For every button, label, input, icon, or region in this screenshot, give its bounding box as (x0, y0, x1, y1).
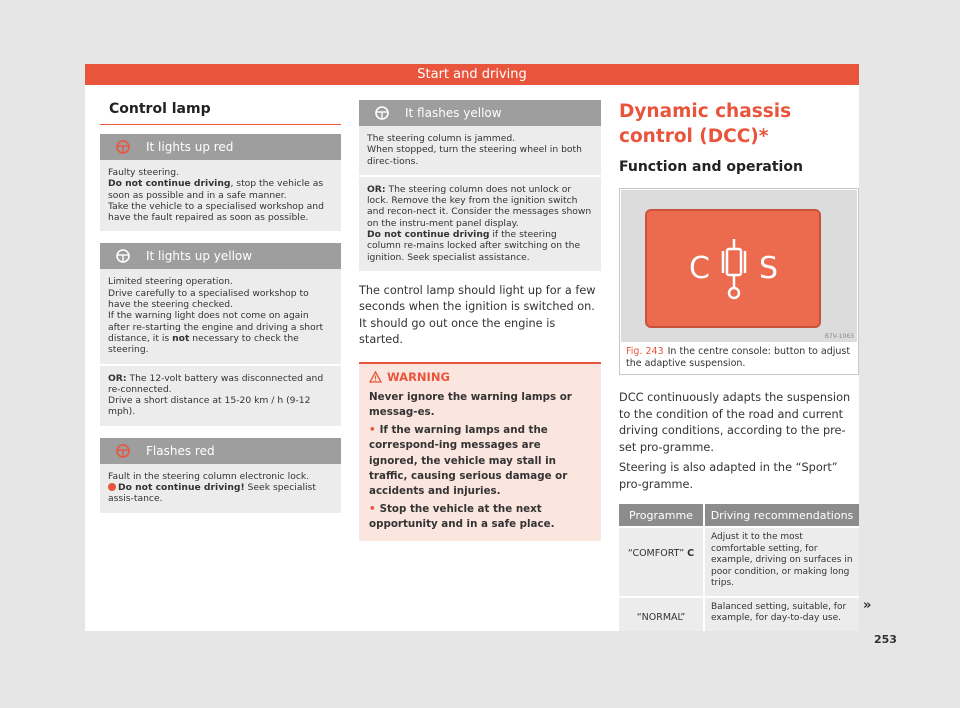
programme-name: “COMFORT” (627, 548, 685, 559)
text-line: The steering column is jammed. (367, 133, 516, 144)
button-letter: S (759, 251, 779, 286)
bold-text: Do not continue driving (367, 229, 490, 241)
warning-triangle-icon (369, 371, 382, 383)
caption-text: In the centre console: button to adjust the adaptive suspension. (626, 346, 851, 369)
body-paragraph: DCC continuously adapts the suspension to the condition of the road and current driving conditions, according to the pre-set pro-gramme. (619, 391, 851, 454)
table-header: Programme (619, 504, 704, 527)
programme-table (619, 504, 859, 631)
page-gutter (859, 64, 909, 77)
text-line (367, 184, 593, 229)
text: The steering column does not unlock or lock. Remove the key from the ignition switch and recon-nect it. Consider the messages shown on the instru-ment panel display. (367, 183, 592, 229)
figure (619, 188, 859, 375)
chapter-title: Dynamic chassis control (DCC)* (619, 101, 792, 147)
steering-wheel-icon (100, 249, 146, 263)
shock-absorber-icon (719, 237, 749, 303)
text-line: Faulty steering. (108, 167, 180, 178)
text: necessary to check the steering. (108, 332, 299, 356)
lamp-description (100, 269, 341, 363)
page-gutter-side (859, 77, 909, 631)
figure-image (621, 190, 857, 342)
programme-name: “NORMAL” (636, 611, 686, 623)
text-line: Drive carefully to a specialised workshop to have the steering checked. (108, 287, 309, 311)
lamp-description (100, 464, 341, 513)
bold-text: OR: (367, 183, 386, 195)
text-line: When stopped, turn the steering wheel in both direc-tions. (367, 144, 582, 167)
warning-item-text: Stop the vehicle at the next opportunity and in a safe place. (369, 502, 555, 531)
page-number: 253 (874, 633, 897, 646)
table-cell (619, 527, 704, 597)
programme-symbol: C (687, 548, 695, 559)
steering-wheel-icon (100, 444, 146, 458)
column-right (619, 95, 859, 631)
text: If the warning light does not come on again after re-starting the engine and driving a short distance, it is (108, 310, 324, 344)
section-subtitle: Function and operation (619, 159, 803, 175)
warning-header (369, 370, 592, 384)
body-paragraph: The control lamp should light up for a few seconds when the ignition is switched on. It should go out once the engine is started. (359, 283, 596, 347)
lamp-description (100, 364, 341, 426)
lamp-header-label: It lights up red (146, 140, 234, 154)
bold-text: Do not continue driving! (118, 482, 245, 494)
section-title: Control lamp (100, 95, 341, 125)
text-line: Fault in the steering column electronic lock. (108, 470, 310, 482)
table-header: Driving recommendations (704, 504, 859, 527)
text-line (367, 229, 593, 263)
text-line: Limited steering operation. (108, 276, 233, 288)
figure-label: Fig. 243 (626, 346, 664, 357)
chapter-header: Start and driving (85, 64, 859, 85)
warning-title: WARNING (387, 369, 450, 384)
figure-caption (626, 346, 852, 369)
body-paragraph: Steering is also adapted in the “Sport” pro-gramme. (619, 461, 838, 491)
lamp-header-label: It lights up yellow (146, 249, 253, 264)
warning-lead: Never ignore the warning lamps or messag-es. (369, 390, 572, 419)
table-row (619, 597, 859, 631)
lamp-header-label: It flashes yellow (405, 106, 502, 120)
text: Seek specialist assis-tance. (108, 482, 316, 505)
bold-text: not (172, 332, 190, 344)
text: The 12-volt battery was disconnected and re-connected. (108, 372, 324, 395)
steering-wheel-icon (359, 106, 405, 120)
warning-item: • Stop the vehicle at the next opportunity and in a safe place. (369, 502, 555, 531)
figure-code: B7V-1063 (824, 333, 854, 340)
table-cell: Balanced setting, suitable, for example, for day-to-day use. (704, 597, 859, 631)
text-line (108, 373, 333, 396)
text-line: Drive a short distance at 15-20 km / h (9-12 mph). (108, 395, 311, 418)
bold-text: OR: (108, 372, 127, 384)
lamp-description (359, 126, 601, 175)
steering-wheel-icon (100, 140, 146, 154)
lamp-header-red (100, 134, 341, 160)
column-left (100, 95, 341, 513)
lamp-header-yellow (100, 243, 341, 269)
lamp-header-flashing-red (100, 438, 341, 464)
text-line (108, 178, 333, 201)
bold-text: Do not continue driving (108, 178, 231, 190)
lamp-header-label: Flashes red (146, 443, 215, 458)
warning-item: • If the warning lamps and the correspond-ing messages are ignored, the vehicle may stall in traffic, causing serious damage or accidents and injuries. (369, 423, 568, 498)
continue-marker: » (863, 598, 872, 613)
table-row (619, 527, 859, 597)
text-line: Take the vehicle to a specialised workshop and have the fault repaired as soon as possible. (108, 200, 324, 224)
lamp-header-flashing-yellow (359, 100, 601, 126)
text-line (108, 482, 333, 505)
warning-item-text: If the warning lamps and the correspond-ing messages are ignored, the vehicle may stall in traffic, causing serious damage or accidents and injuries. (369, 423, 568, 498)
column-middle (359, 100, 601, 541)
text: if the steering column re-mains locked after switching on the ignition. Seek specialist assistance. (367, 229, 581, 263)
text-line (108, 310, 333, 355)
warning-box (359, 362, 601, 541)
dcc-button-image (645, 209, 821, 328)
warning-dot-icon (108, 483, 116, 491)
text: , stop the vehicle as soon as possible and in a safe manner. (108, 178, 324, 201)
lamp-description (359, 175, 601, 271)
table-cell (619, 597, 704, 631)
button-letter: C (689, 251, 710, 286)
lamp-description (100, 160, 341, 231)
table-cell: Adjust it to the most comfortable setting, for example, driving on surfaces in poor condition, or making long trips. (704, 527, 859, 597)
